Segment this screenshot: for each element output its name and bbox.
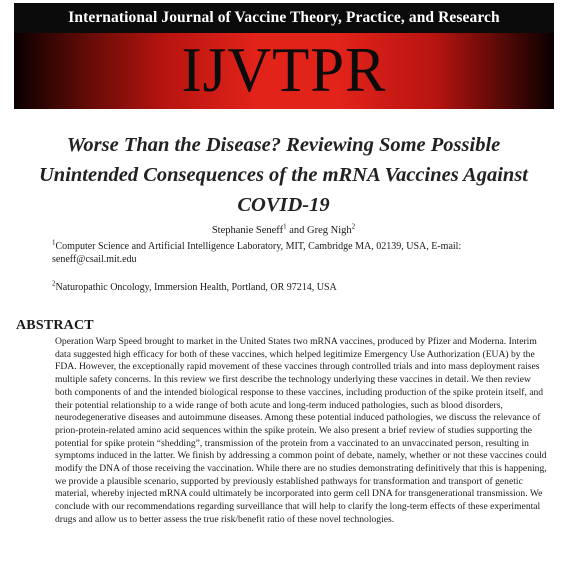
abstract-heading: ABSTRACT [16,318,94,333]
author-affiliation-marker: 2 [351,222,356,231]
abstract-body: Operation Warp Speed brought to market in the United States two mRNA vaccines, produced by Pfizer and Moderna. Interim data suggested high efficacy for both of these vaccines, which helped legitimize Emergency Use Authorization (EUA) by the FDA. However, the exceptionally rapid movement of these vaccines through controlled trials and into mass deployment raises multiple safety concerns. In this review we first describe the technology underlying these vaccines in detail. We then review both components of and the intended biological response to these vaccines, including production of the spike protein itself, and their potential relationship to a wide range of both acute and long-term induced pathologies, such as blood disorders, neurodegenerative diseases and autoimmune diseases. Among these potential induced pathologies, we discuss the relevance of prion-protein-related amino acid sequences within the spike protein. We also present a brief review of studies supporting the potential for spike protein “shedding”, transmission of the protein from a vaccinated to an unvaccinated person, resulting in symptoms induced in the latter. We finish by addressing a common point of debate, namely, whether or not these vaccines could modify the DNA of those receiving the vaccination. While there are no studies demonstrating definitively that this is happening, we provide a plausible scenario, supported by previously established pathways for transformation and transport of genetic material, whereby injected mRNA could ultimately be incorporated into germ cell DNA for transgenerational transmission. We conclude with our recommendations regarding surveillance that will help to clarify the long-term effects of these experimental drugs and allow us to better assess the true risk/benefit ratio of these novel technologies. [55,336,547,525]
author-affiliation-marker: 1 [283,222,287,231]
author-name: Greg Nigh [307,225,352,236]
author-name: Stephanie Seneff [211,225,284,236]
affiliation-1 [52,240,532,266]
journal-name: International Journal of Vaccine Theory, Practice, and Research [68,9,500,26]
affiliation-text: Naturopathic Oncology, Immersion Health, Portland, OR 97214, USA [55,282,337,293]
journal-banner [14,3,554,109]
author-line [0,222,567,236]
affiliation-marker: 1 [52,238,56,247]
author-connector: and [286,225,308,236]
affiliation-text: Computer Science and Artificial Intelligence Laboratory, MIT, Cambridge MA, 02139, USA, E-mail: seneff@csail.mit.edu [52,241,462,265]
affiliation-marker: 2 [52,279,56,288]
article-title: Worse Than the Disease? Reviewing Some Possible Unintended Consequences of the mRNA Vaccines Against COVID-19 [38,134,529,216]
affiliation-2 [52,281,532,294]
journal-abbreviation: IJVTPR [181,34,387,105]
